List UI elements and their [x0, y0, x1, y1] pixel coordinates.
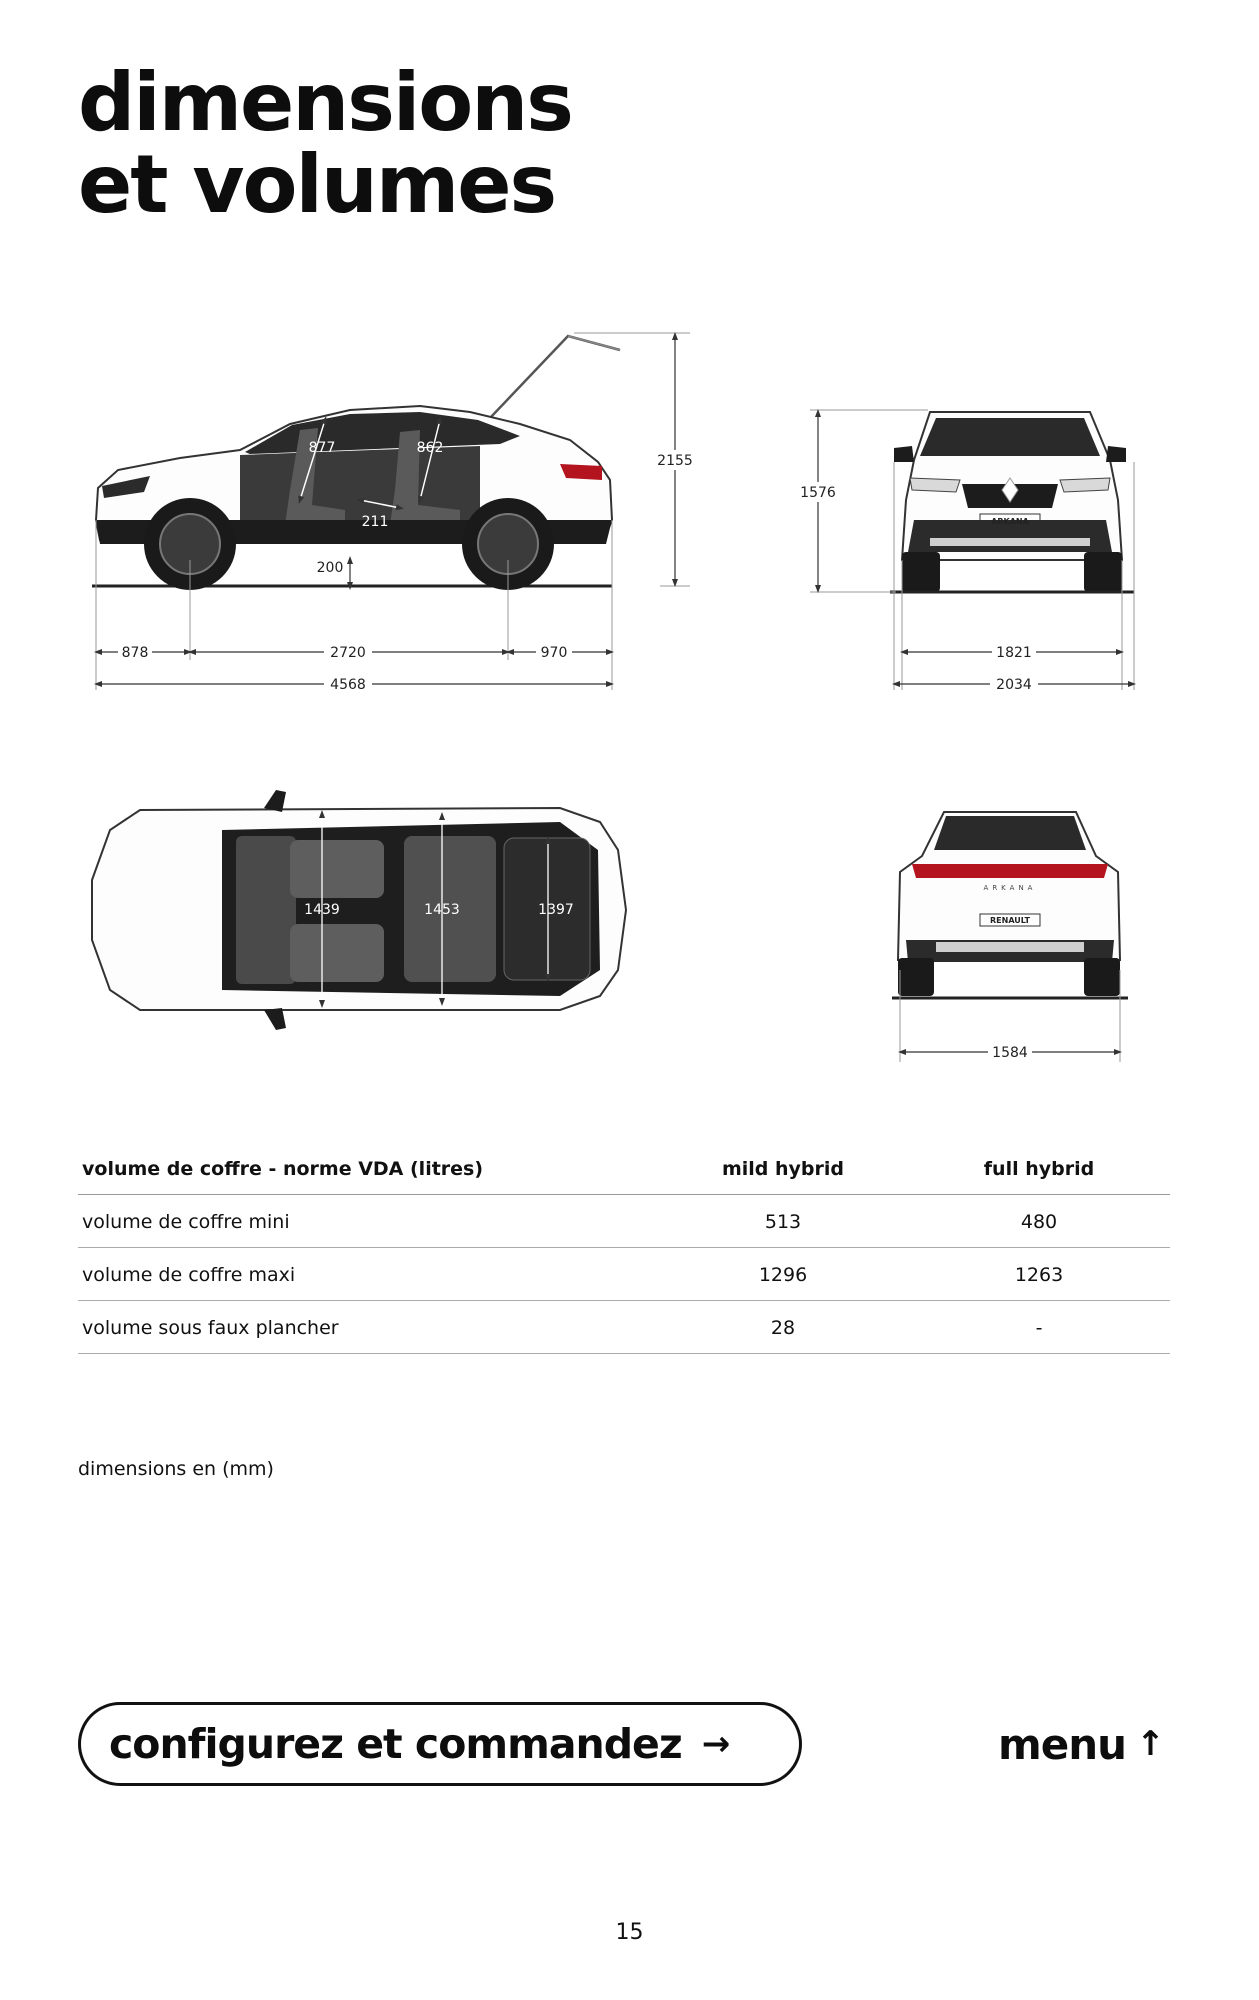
dim-overall-length: 4568	[330, 677, 366, 693]
boot-volume-table	[78, 1140, 1170, 1354]
dim-rear-track: 1584	[992, 1045, 1028, 1061]
dim-ground-clearance: 200	[316, 560, 344, 576]
dim-front-track: 1821	[996, 645, 1032, 661]
side-view-car	[92, 336, 620, 590]
dim-rear-overhang: 970	[540, 645, 568, 661]
dim-top-width-rear: 1453	[424, 902, 460, 918]
dim-top-width-boot: 1397	[538, 902, 574, 918]
front-view-car	[890, 412, 1134, 592]
title-line-2: et volumes	[78, 138, 556, 231]
row-mild-value: 1296	[658, 1248, 908, 1301]
table-header-row	[78, 1140, 1170, 1195]
dim-top-width-front: 1439	[304, 902, 340, 918]
table-header-mild-hybrid: mild hybrid	[658, 1140, 908, 1195]
table-row	[78, 1301, 1170, 1354]
arrow-right-icon: →	[701, 1724, 730, 1764]
title-line-1: dimensions	[78, 56, 572, 149]
row-full-value: 1263	[908, 1248, 1170, 1301]
row-full-value: 480	[908, 1195, 1170, 1248]
row-label: volume de coffre mini	[78, 1195, 658, 1248]
dim-interior-rear: 862	[416, 440, 444, 456]
rear-badge: RENAULT	[990, 916, 1030, 925]
rear-view-car	[892, 812, 1128, 998]
menu-link[interactable]	[998, 1718, 1164, 1770]
page-number: 15	[615, 1920, 644, 1945]
dim-seat-gap: 211	[361, 514, 389, 530]
table-header-label: volume de coffre - norme VDA (litres)	[78, 1140, 658, 1195]
row-mild-value: 28	[658, 1301, 908, 1354]
front-badge: ARKANA	[991, 517, 1029, 526]
row-label: volume de coffre maxi	[78, 1248, 658, 1301]
table-row	[78, 1248, 1170, 1301]
row-label: volume sous faux plancher	[78, 1301, 658, 1354]
row-mild-value: 513	[658, 1195, 908, 1248]
table-row	[78, 1195, 1170, 1248]
dim-interior-front: 877	[308, 440, 336, 456]
dim-wheelbase: 2720	[330, 645, 366, 661]
configure-order-button[interactable]	[78, 1702, 802, 1786]
dim-front-height: 1576	[800, 485, 836, 501]
dim-front-overhang: 878	[121, 645, 149, 661]
dim-height-tailgate: 2155	[657, 453, 693, 469]
dim-width-mirrors: 2034	[996, 677, 1032, 693]
configure-order-label: configurez et commandez	[109, 1720, 682, 1768]
units-note: dimensions en (mm)	[78, 1458, 274, 1480]
table-header-full-hybrid: full hybrid	[908, 1140, 1170, 1195]
row-full-value: -	[908, 1301, 1170, 1354]
rear-script: ARKANA	[983, 884, 1037, 892]
arrow-up-icon: ↑	[1136, 1724, 1164, 1764]
menu-label: menu	[998, 1719, 1127, 1769]
